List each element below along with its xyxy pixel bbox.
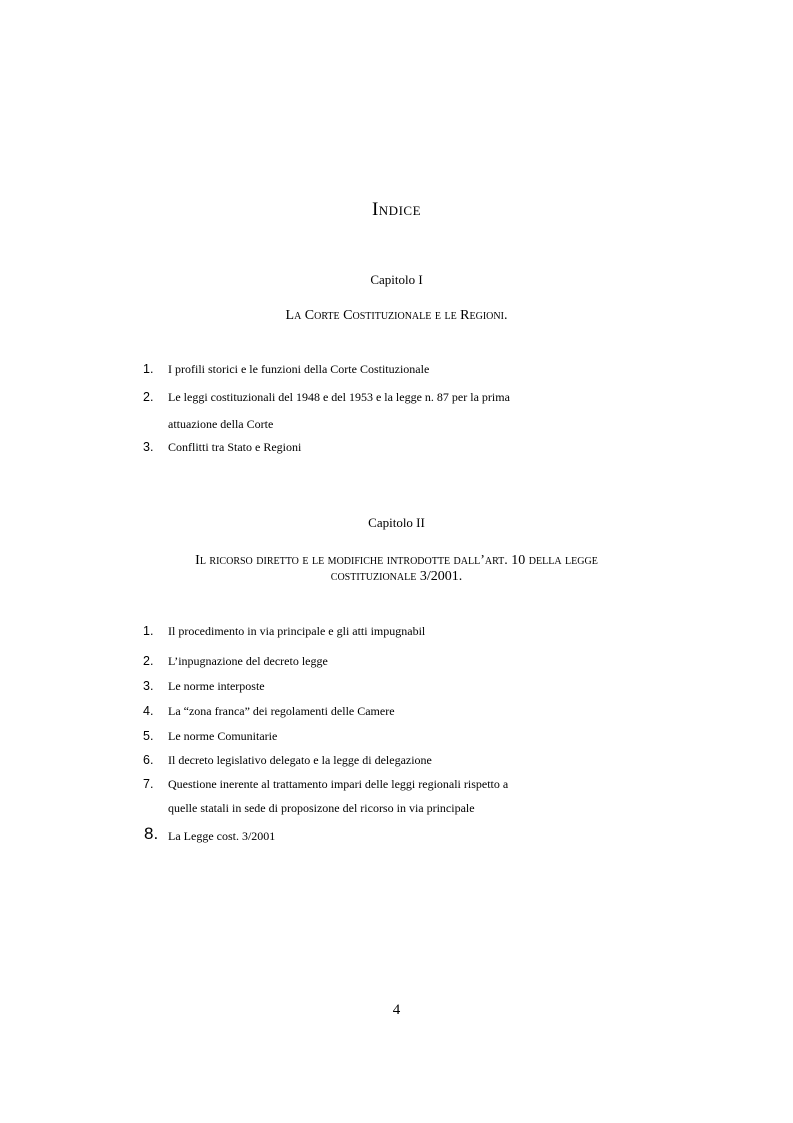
- toc-item[interactable]: [143, 729, 583, 753]
- toc-text: I profili storici e le funzioni della Corte Costituzionale: [168, 362, 430, 376]
- toc-item[interactable]: [143, 362, 583, 390]
- toc-number: 1.: [143, 624, 154, 638]
- toc-item[interactable]: [143, 753, 583, 777]
- toc-text: La “zona franca” dei regolamenti delle Camere: [168, 704, 395, 718]
- toc-item[interactable]: [143, 440, 583, 455]
- toc-number: 6.: [143, 753, 154, 767]
- page-title: Indice: [371, 199, 422, 220]
- toc-item[interactable]: [143, 777, 583, 829]
- toc-text: La Legge cost. 3/2001: [168, 829, 276, 843]
- chapter-2-title-line-2: costituzionale 3/2001.: [330, 569, 463, 584]
- toc-number: 1.: [143, 362, 154, 376]
- chapter-1-title: La Corte Costituzionale e le Regioni.: [285, 308, 508, 323]
- toc-text-continued: attuazione della Corte: [168, 417, 274, 431]
- toc-item[interactable]: [143, 679, 583, 704]
- toc-text: Le norme Comunitarie: [168, 729, 278, 743]
- toc-number: 8.: [144, 824, 159, 843]
- toc-text: Il decreto legislativo delegato e la legge di delegazione: [168, 753, 432, 767]
- toc-text: Conflitti tra Stato e Regioni: [168, 440, 302, 454]
- chapter-2-label: Capitolo II: [368, 515, 425, 530]
- chapter-2-toc: [143, 624, 583, 844]
- chapter-2-title: [0, 553, 793, 585]
- chapter-1-toc: [143, 362, 583, 455]
- toc-number: 7.: [143, 777, 154, 791]
- toc-number: 3.: [143, 679, 154, 693]
- toc-text-continued: quelle statali in sede di proposizone del ricorso in via principale: [168, 801, 475, 815]
- toc-number: 3.: [143, 440, 154, 454]
- page-number: 4: [392, 1002, 401, 1018]
- chapter-2-title-line-1: Il ricorso diretto e le modifiche introdotte dall’art. 10 della legge: [195, 553, 598, 568]
- toc-item[interactable]: [143, 624, 583, 654]
- toc-item[interactable]: [143, 654, 583, 679]
- toc-item[interactable]: [143, 390, 583, 440]
- toc-number: 2.: [143, 390, 154, 404]
- toc-text: Le norme interposte: [168, 679, 265, 693]
- toc-text: Le leggi costituzionali del 1948 e del 1953 e la legge n. 87 per la prima: [168, 390, 510, 404]
- toc-number: 5.: [143, 729, 154, 743]
- toc-text: L’inpugnazione del decreto legge: [168, 654, 328, 668]
- chapter-1-label: Capitolo I: [370, 272, 423, 287]
- toc-number: 4.: [143, 704, 154, 718]
- toc-text: Questione inerente al trattamento impari delle leggi regionali rispetto a: [168, 777, 509, 791]
- toc-item[interactable]: [143, 704, 583, 729]
- toc-text: Il procedimento in via principale e gli atti impugnabil: [168, 624, 426, 638]
- toc-number: 2.: [143, 654, 154, 668]
- toc-item[interactable]: [143, 824, 583, 844]
